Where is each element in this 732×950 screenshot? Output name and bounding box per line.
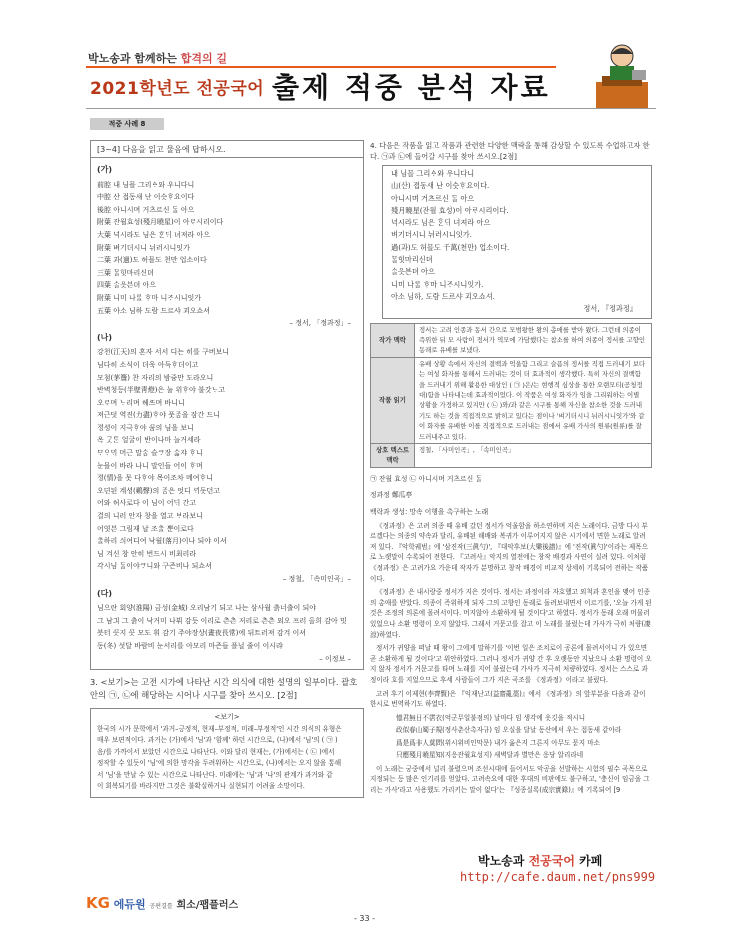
poem-line: 過(과)도 허믈도 千萬(천만) 업소이다. xyxy=(391,242,510,252)
poem-line: 四葉 ᄉᆞᆯ읏븐뎌 아으 xyxy=(97,281,157,290)
page-number: - 33 - xyxy=(354,914,376,923)
answer-subtitle: 백락과 생성: 망속 이행을 촉구하는 노래 xyxy=(370,508,489,517)
bogi-line: 서 '님'을 만날 수 있는 시간으로 나타난다. 미래에는 '님'과 '나'의 관계가 과거와 같 xyxy=(97,770,333,779)
table-row xyxy=(371,444,652,468)
top-rule xyxy=(86,108,656,109)
poem-line: 반벽청등(半壁靑燈)은 눌 위ᄒᆞ야 불갓ᄂᆞ고 xyxy=(97,386,226,395)
poem-da-source: – 이정보 – xyxy=(319,654,351,663)
poem-na xyxy=(97,346,357,573)
answer-title: 정과정 鄭瓜亭 xyxy=(370,491,413,500)
poem-ga-source: – 정서, 「정과정」– xyxy=(289,319,351,328)
footer-brand: 박노송과 전공국어 카페 xyxy=(478,854,603,868)
left-column xyxy=(90,140,364,798)
bogi-box xyxy=(90,708,364,798)
poem-line: 눈믈이 바라 나니 말인들 어이 ᄒᆞ며 xyxy=(97,461,203,470)
bogi-line: 이 회복되기를 바라지만 그것은 불확실하거나 실현되기 어려울 소망이다. xyxy=(97,782,305,791)
poem-line: 山(산) 졉동새 난 이슷ᄒᆞ요이다. xyxy=(391,181,490,191)
poem-da xyxy=(97,602,357,652)
paragraph: 《정과정》은 내시랑중 정서가 지은 것이다. 정서는 과정이라 자호했고 외척과 혼인을 맺어 인종의 총애를 받았다. 의종이 즉위하게 되자 그의 고향인 동래로 돌려보내면서 이르기를, '오늘 가게 된 것은 조정의 의론에 몰려서이다. 머지않아 소환하게 될 것이다'고 하였다. 정서가 동래 오래 머물러 있었으나 소환 명령이 오지 않았다. 그래서 거문고를 잡고 이 노래를 불렀는데 가사가 극히 처량(凄涼)하였다. xyxy=(370,588,652,639)
poem-line: 어엿븐 그림재 날 조ᄎᆞᆯ 뿐이로다 xyxy=(97,524,194,533)
poem-line: 졍셩이 지극ᄒᆞ야 ᄭᅮᆷ의 님을 보니 xyxy=(97,423,194,432)
poem-line: 中腔 산 접동새 난 이슷ᄒᆞ요이다 xyxy=(97,193,195,202)
poem-line: 벼기더시니 뉘러시니잇가. xyxy=(391,230,472,240)
header-subtitle-highlight: 합격의 길 xyxy=(180,52,228,65)
bogi-text xyxy=(97,724,357,793)
poem-line: 니미 나ᄅᆞᆯ ᄒᆞ마 니ᄌᆞ시니잇가. xyxy=(391,279,484,289)
poem-line: 븟터 ᄭᅳᆺ지 ᄭᅳᆺ 모도 휘 감기 주야장상(晝夜長常)에 뒤트러져 감겨 이셔 xyxy=(97,629,307,638)
section-da-label: (다) xyxy=(97,588,113,598)
poem-line: 附葉 니미 나ᄅᆞᆯ ᄒᆞ마 니ᄌᆞ시니잇가 xyxy=(97,293,202,302)
passage-box xyxy=(90,158,364,670)
section-na-label: (나) xyxy=(97,332,113,342)
poem-line: 각시님 ᄃᆞᆯ이야ᄏᆞ니와 구즌비나 되쇼셔 xyxy=(97,562,212,571)
table-row xyxy=(371,357,652,443)
question-3: 3. <보기>는 고전 시가에 나타난 시간 의식에 대한 설명의 일부이다. 괄호 안의 ㉠, ㉡에 해당하는 시어나 시구를 찾아 쓰시오. [2점] xyxy=(90,677,358,701)
footer-url-link[interactable]: http://cafe.daum.net/pns999 xyxy=(460,870,656,884)
poem-jeonggwajeong xyxy=(391,168,643,303)
poem-line: 五葉 아소 님하 도람 드르샤 괴오쇼셔 xyxy=(97,306,211,315)
example-tag: 적중 사례 8 xyxy=(90,118,164,130)
poem-line: 동(冬) 섯달 바람비 눈서리를 아모리 마즌들 플닐 줄이 이시랴 xyxy=(97,641,283,650)
poem-line: 넉시라도 님은 ᄒᆞᆫᄃᆡ 녀져라 아으 xyxy=(391,218,491,228)
poem-line: 二葉 과(過)도 허믈도 천만 업소이다 xyxy=(97,256,207,265)
header-title: 2021학년도 전공국어 xyxy=(90,79,265,99)
poem-line: 내 님믈 그리ᅀᆞ와 우니다니 xyxy=(391,169,475,178)
poem-line: 님다히 소식이 더욱 아득ᄒᆞ더이고 xyxy=(97,360,199,369)
poem-line: ᄆᆞᆯ힛마리신뎌 xyxy=(391,255,433,265)
poem-source: 정서, 『정과정』 xyxy=(583,304,637,314)
poem-line: ᄎᆞᆯ하리 싀여디여 낙월(落月)이나 되야 이셔 xyxy=(97,537,227,546)
question-header: [3~4] 다음을 읽고 물음에 답하시오. xyxy=(90,140,364,158)
header-main-title: 출제 적중 분석 자료 xyxy=(272,71,551,104)
mascot-illustration xyxy=(592,40,652,110)
hanshi-line: 憶君無日不霑衣(억군무일불점의) 날마다 임 생각에 옷깃을 적시니 xyxy=(396,713,586,722)
poem-line: ᄉᆞᆯ읏븐뎌 아으 xyxy=(391,267,435,277)
right-column xyxy=(370,140,652,799)
question-4: 4. 다음은 작품을 읽고 작품과 관련한 다양한 맥락을 통해 감상할 수 있도록 수업하고자 한다. ㉠과 ㉡에 들어갈 시구를 찾아 쓰시오.[2점] xyxy=(370,141,650,161)
poem-line: 옥 ᄀᆞᆺᄐᆞᆫ 얼굴이 반이나마 늘거세라 xyxy=(97,436,201,445)
bogi-line: 정작할 수 있듯이 '님'에 의한 망각을 두려워하는 시간으로, (나)에서는 오지 않을 통해 xyxy=(97,759,342,768)
poem-na-source: – 정철, 「속미인곡」– xyxy=(282,575,351,583)
hanshi-translation xyxy=(370,713,652,761)
poem-line: 아니시며 거츠르신 ᄃᆞᆯ 아으 xyxy=(391,193,475,203)
answer-line: ㉠ 잔월 효성 ㉡ 아니시며 거츠르신 ᄃᆞᆯ xyxy=(370,474,482,483)
paragraph: 정서가 귀양을 떠날 때 왕이 그에게 말하기를 '이번 일은 조치로이 공론에 몰려서이니 가 있으면 곧 소환하게 될 것이다'고 위안하였다. 그러나 정서가 귀양 간 후 오랫동안 지났으나 소환 명령이 오지 않자 정서가 거문고를 타며 노래를 지어 불렀는데 가사가 지극히 처량하였다. 정서는 스스로 과정이라 호를 지었으므로 후세 사람들이 그가 지은 곡조를 《정과정》이라고 불렀다. xyxy=(370,644,652,684)
poem-line: 前腔 내 님믈 그리ᅀᆞ와 우니다니 xyxy=(97,180,195,189)
hanshi-line: 只應殘月曉星知(지응잔월효성지) 새벽달과 별만은 응당 알리라네 xyxy=(396,751,584,760)
poem-line: ᄆᆞᄋᆞᄆᆡ 머근 말ᄉᆞᆷ 슬ᄏᆞ장 ᄉᆞᆲ쟈 ᄒᆞ니 xyxy=(97,449,203,458)
paragraph: 고려 후기 이제현(李齊賢)은 『익재난고(益齋亂藁)』에서 《정과정》의 앞부분을 다음과 같이 한시로 번역하기도 하였다. xyxy=(370,689,646,709)
poem-line: 그 남긔 그 츩이 낙거미 나뷔 감듯 이리로 츤츤 저리로 츤츤 외오 프러 올희 감아 밋 xyxy=(97,616,347,625)
table-row-label: 상호 텍스트 맥락 xyxy=(371,444,415,468)
poem-line: 져근덧 역진(力盡)ᄒᆞ야 풋ᄌᆞᆷ을 잠간 드니 xyxy=(97,411,221,420)
poem-line: 모첨(茅簷) 찬 자리의 밤즁만 도라오니 xyxy=(97,373,214,382)
bogi-line: 음/를 가까이서 보았던 시간으로 나타난다. 이와 달리 현재는, (가)에서는 ( ㉡ )에서 xyxy=(97,747,335,756)
poem-line: 졍(情)을 못 다ᄒᆞ야 목이조차 메여ᄒᆞ니 xyxy=(97,474,214,483)
poem-line: 附葉 벼기더시니 뉘러시니잇가 xyxy=(97,243,190,252)
poem-line: 오뎐된 계셩(鷄聲)의 ᄌᆞᆷ은 엇디 ᄭᆡ돗던고 xyxy=(97,486,221,495)
section-ga-label: (가) xyxy=(97,165,113,174)
poem-line: 오ᄅᆞ며 ᄂᆞ리며 헤ᄯᅳ며 바니니 xyxy=(97,398,185,407)
poem-line: 결의 니러 안자 창을 열고 ᄇᆞ라보니 xyxy=(97,512,203,521)
poem-line: 아소 님하, 도람 드르샤 괴오쇼셔. xyxy=(391,291,495,301)
poem-line: 後腔 아니시며 거츠르신 ᄃᆞᆯ 아으 xyxy=(97,205,195,214)
table-row-label: 작가 맥락 xyxy=(371,323,415,357)
poem-line: 어와 허사로다 이 님이 어ᄃᆡ 간고 xyxy=(97,499,197,508)
poem-line: 大葉 넉시라도 님은 ᄒᆞᆫᄃᆡ 녀져라 아으 xyxy=(97,230,211,239)
table-row-text: 정철, 「사미인곡」, 「속미인곡」 xyxy=(415,444,652,468)
hanshi-line: 爲是爲非人莫問(위시위비인막문) 내가 옳은지 그른지 아무도 묻지 마소 xyxy=(396,738,601,747)
poem-box xyxy=(382,165,652,319)
bogi-line: 매우 보편적이다. 과거는 (가)에서 '님'과 '함께' 하던 시간으로, (나)에서 '님'의 ( ㉠ ) xyxy=(97,736,338,745)
table-row xyxy=(371,323,652,357)
header-subtitle: 박노송과 함께하는 합격의 길 xyxy=(88,52,228,65)
table-row-text: 유배 상황 속에서 자신의 결백과 억울함 그리고 슬픔의 정서를 직접 드러내기 보다는 여성 화자를 통해서 드러내는 것이 더 효과적이 생각했다. 특히 자신의 결백함을 드러내기 위해 활용한 대상인 ( ㉠ )은/는 현행적 심상을 통한 오랜모티(공청정대)함을 나타내는데 효과적이었다. 이 작품은 여성 화자가 임을 그리워하는 이별 상황을 가정하고 있지만 ( ㉡ )와/과 같은 시구를 통해 자신을 참소한 것을 드러내기도 하는 것을 직접적으로 밝히고 있다는 점이나 '벼기더시니 뉘러시니잇가'와 같이 화자를 유배한 이를 직접적으로 드러내는 점에서 유배 가사의 원류(원류)를 잘 드러내주고 있다. xyxy=(415,357,652,443)
poem-line: 강천(江天)의 혼자 서서 디는 히를 구버보니 xyxy=(97,348,230,357)
poem-line: 님 겨신 창 안히 번드시 비최리라 xyxy=(97,549,197,558)
last-paragraph: 이 노래는 궁중에서 널리 불렸으며 조선시대에 들어서도 악공을 선발하는 시험의 필수 곡목으로 지정되는 등 많은 인기리를 얻았다. 고려속요에 대한 후대의 비판에도 불구하고, '충신이 임금을 그리는 가사'라고 사용했도 가리키는 말이 없다'는 『성종실록(成宗實錄)』에 기록되어 [9 xyxy=(370,764,650,794)
paragraph: 《정과정》은 고려 의종 때 유배 갔던 정서가 억울함을 하소연하며 지은 노래이다. 금방 다시 부르겠다는 의종의 약속과 달리, 유배된 해배와 복귀가 이루어지지 않은 시기에서 면한 노래로 알려져 있다. 『악학궤범』에 '삼진작(三眞勺)', 『대악후보(大樂後譜)』에 '진작(眞勺)'이라는 제목으로 노랫말이 수록되어 전한다. 『고려사』악지의 열전에는 창작 배경과 사연이 실려 있다. 이처럼 《정과정》은 고려가요 가운데 작자가 분명하고 창작 배경이 비교적 상세히 기록되어 전하는 작품이다. xyxy=(370,521,649,583)
bogi-title: <보기> xyxy=(214,713,240,722)
poem-line: 殘月曉星(잔월 효성)이 아ᄅᆞ시리이다. xyxy=(391,205,509,215)
explanation-paragraphs xyxy=(370,521,652,710)
poem-line: 님으란 회양(淮陽) 금성(金城) 오리남기 되고 나는 삼사월 츩너출이 되야 xyxy=(97,604,317,613)
bogi-line: 한국의 시가 문학에서 '과거–긍정적, 현재–부정적, 미래–부정적'인 시간 의식의 유형은 xyxy=(97,724,342,733)
table-row-label: 작품 읽기 xyxy=(371,357,415,443)
kg-logo: KG 에듀원 공편결를 희소/팹플러스 xyxy=(86,894,239,912)
context-table xyxy=(370,323,652,468)
poem-line: 三葉 ᄆᆞᆯ힛마리신뎌 xyxy=(97,268,154,277)
poem-ga xyxy=(97,179,357,318)
poem-line: 附葉 잔월효성(殘月曉星)이 아ᄅᆞ시리이다 xyxy=(97,218,224,227)
table-row-text: 정서는 고려 인종과 동서 간으로 모범왕한 왕의 총애를 받아 왔다. 그런데 의종이 즉위한 뒤 모 사람이 정서가 역모에 가담했다는 참소를 하여 의종이 정서를 고향인 동래로 유배를 보냈다. xyxy=(415,323,652,357)
hanshi-line: 政似春山蜀子規(정사춘산촉자규) 임 오실을 달날 동산에서 우는 접동새 같아라 xyxy=(396,726,622,735)
